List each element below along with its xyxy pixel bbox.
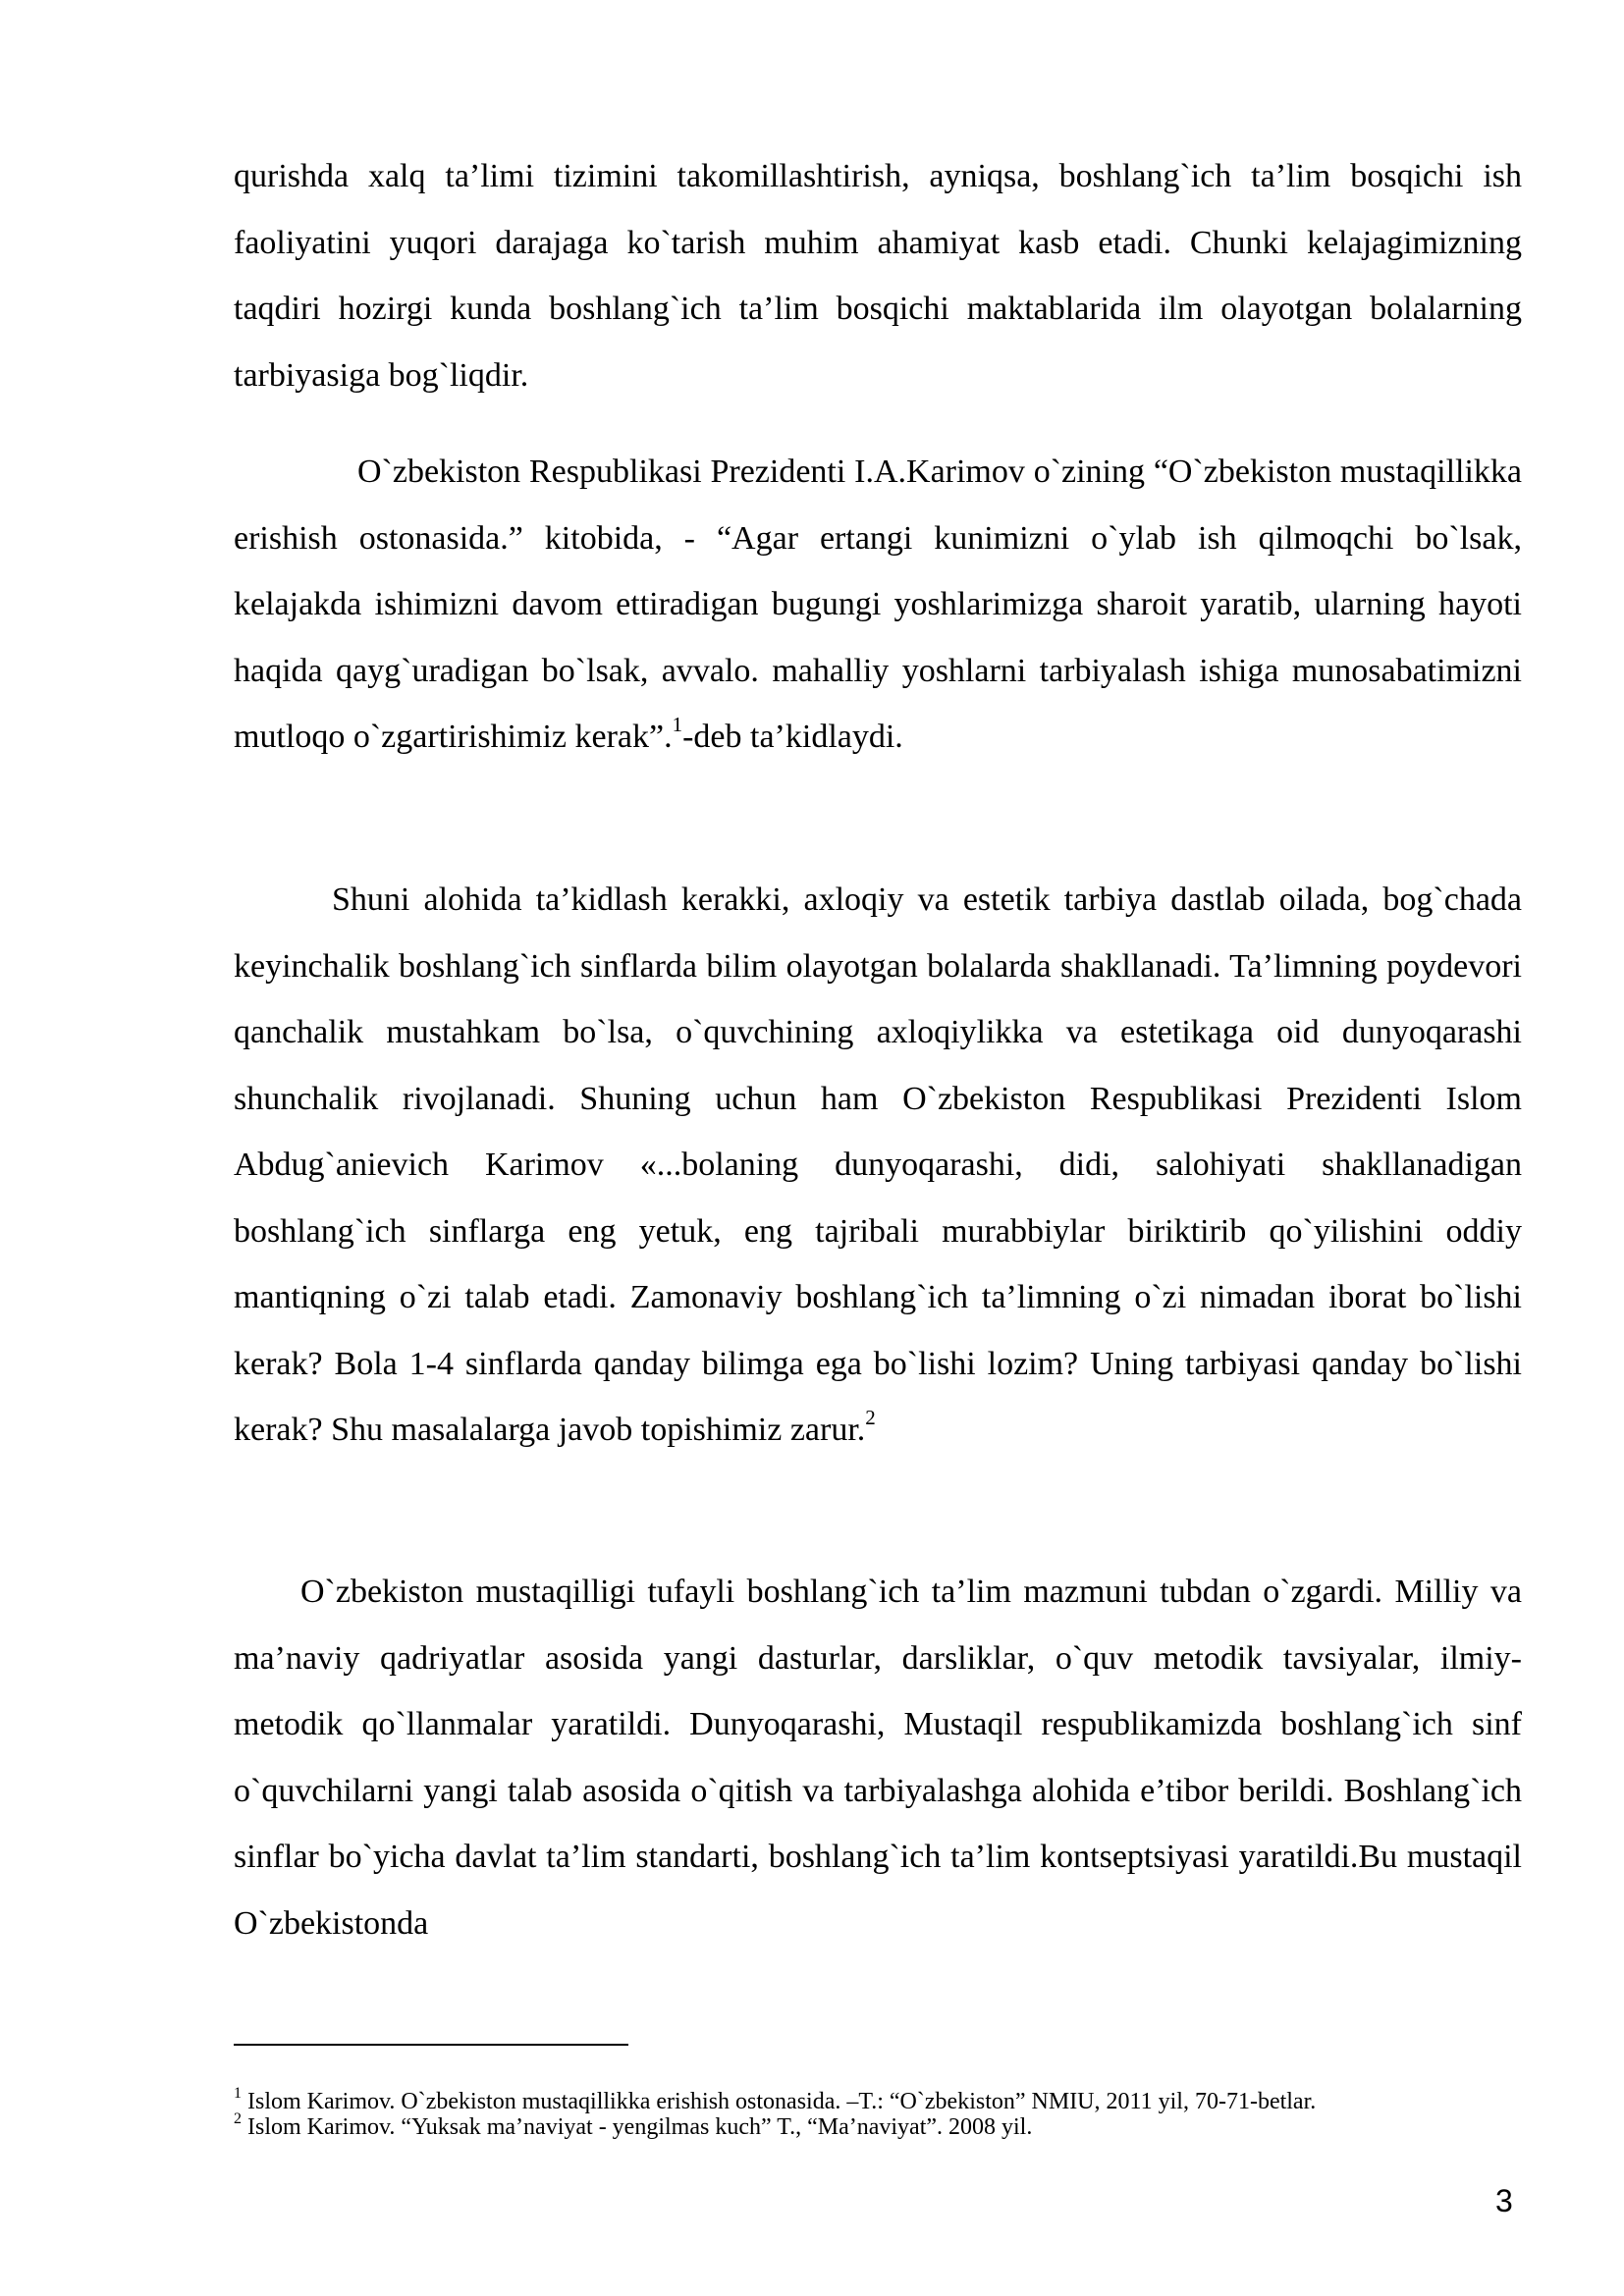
footnote-separator [234,2044,628,2046]
footnote-2-text: Islom Karimov. “Yuksak ma’naviyat - yengilmas kuch” T., “Ma’naviyat”. 2008 yil. [247,2114,1033,2140]
footnote-1-text: Islom Karimov. O`zbekiston mustaqillikka erishish ostonasida. –T.: “O`zbekiston” NMIU, 2011 yil, 70-71-betlar. [247,2089,1317,2114]
paragraph-2 [234,439,1522,771]
footnote-reference-1[interactable]: 1 [672,712,683,736]
footnote-1 [234,2085,1530,2114]
footnotes-section [234,2085,1530,2140]
footnote-2 [234,2110,1530,2140]
paragraph-1 [234,143,1522,408]
body-text-block [234,143,1522,408]
paragraph-2-text: O`zbekiston Respublikasi Prezidenti I.A.Karimov o`zining “O`zbekiston mustaqillikka erishish ostonasida.” kitobida, - “Agar ertangi kunimizni o`ylab ish qilmoqchi bo`lsak, kelajakda ishimizni davom ettiradigan bugungi yoshlarimizga sharoit yaratib, ularning hayoti haqida qayg`uradigan bo`lsak, avvalo. mahalliy yoshlarni tarbiyalash ishiga munosabatimizni mutloqo o`zgartirishimiz kerak”. [234,454,1522,755]
body-text-block [234,867,1522,1464]
body-text-block [234,1559,1522,1956]
footnote-reference-2[interactable]: 2 [865,1405,876,1429]
footnote-2-number: 2 [234,2110,242,2127]
paragraph-3 [234,867,1522,1464]
paragraph-4-text: O`zbekiston mustaqilligi tufayli boshlang`ich ta’lim mazmuni tubdan o`zgardi. Milliy va ma’naviy qadriyatlar asosida yangi dasturlar, darsliklar, o`quv metodik tavsiyalar, ilmiy-metodik qo`llanmalar yaratildi. Dunyoqarashi, Mustaqil respublikamizda boshlang`ich sinf o`quvchilarni yangi talab asosida o`qitish va tarbiyalashga alohida e’tibor berildi. Boshlang`ich sinflar bo`yicha davlat ta’lim standarti, boshlang`ich ta’lim kontseptsiyasi yaratildi.Bu mustaqil O`zbekistonda [234,1574,1522,1942]
page-number: 3 [1495,2183,1513,2218]
paragraph-2-text-after: -deb ta’kidlaydi. [682,719,903,755]
paragraph-1-text: qurishda xalq ta’limi tizimini takomillashtirish, ayniqsa, boshlang`ich ta’lim bosqichi ish faoliyatini yuqori darajaga ko`tarish muhim ahamiyat kasb etadi. Chunki kelajagimizning taqdiri hozirgi kunda boshlang`ich ta’lim bosqichi maktablarida ilm olayotgan bolalarning tarbiyasiga bog`liqdir. [234,158,1522,394]
paragraph-4 [234,1559,1522,1956]
paragraph-3-text: Shuni alohida ta’kidlash kerakki, axloqiy va estetik tarbiya dastlab oilada, bog`chada keyinchalik boshlang`ich sinflarda bilim olayotgan bolalarda shakllanadi. Ta’limning poydevori qanchalik mustahkam bo`lsa, o`quvchining axloqiylikka va estetikaga oid dunyoqarashi shunchalik rivojlanadi. Shuning uchun ham O`zbekiston Respublikasi Prezidenti Islom Abdug`anievich Karimov «...bolaning dunyoqarashi, didi, salohiyati shakllanadigan boshlang`ich sinflarga eng yetuk, eng tajribali murabbiylar biriktirib qo`yilishini oddiy mantiqning o`zi talab etadi. Zamonaviy boshlang`ich ta’limning o`zi nimadan iborat bo`lishi kerak? Bola 1-4 sinflarda qanday bilimga ega bo`lishi lozim? Uning tarbiyasi qanday bo`lishi kerak? Shu masalalarga javob topishimiz zarur. [234,881,1522,1448]
body-text-block [234,439,1522,771]
footnote-1-number: 1 [234,2085,242,2102]
